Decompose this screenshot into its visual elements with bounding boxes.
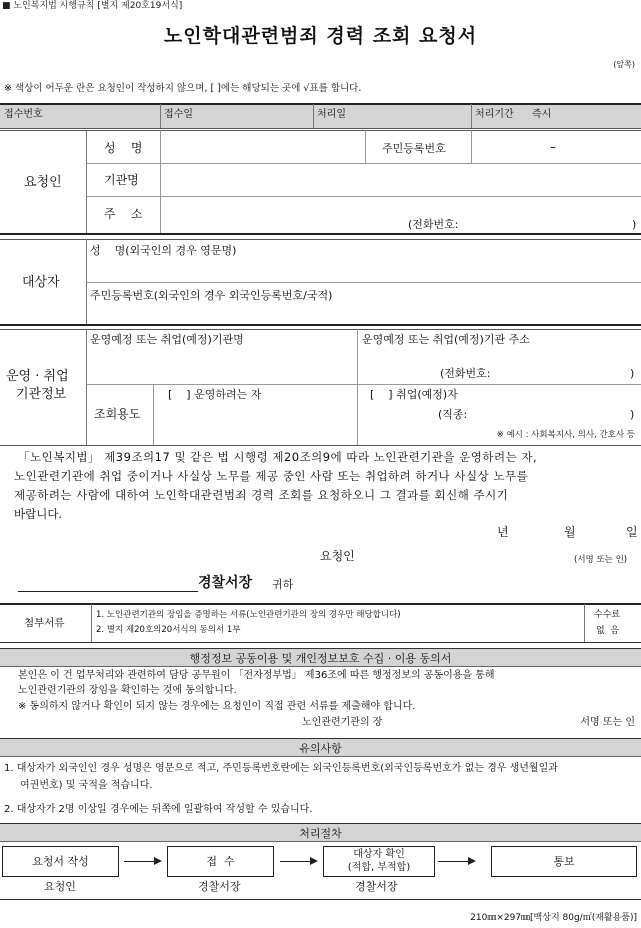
requester-signature-note: (서명 또는 인) (574, 555, 628, 565)
subject-section-label: 대상자 (22, 275, 60, 290)
step-receive-actor: 경찰서장 (198, 880, 241, 893)
job-type-open: (직종: (438, 408, 468, 421)
org-phone-close: ) (630, 367, 635, 380)
subject-id-label: 주민등록번호(외국인의 경우 외국인등록번호/국적) (90, 289, 333, 302)
processing-period-value: 즉시 (532, 109, 552, 120)
fee-value: 없 음 (596, 626, 620, 636)
statement-line-2: 노인관련기관에 취업 중이거나 사실상 노무를 제공 중인 사람 또는 취업하려 하거나 사실상 노무를 (14, 469, 529, 483)
consent-line-3: ※ 동의하지 않거나 확인이 되지 않는 경우에는 요청인이 직접 관련 서류를 제출해야 합니다. (18, 701, 416, 712)
job-example-note: ※ 예시 : 사회복지사, 의사, 간호사 등 (496, 430, 635, 440)
step-request-box (2, 846, 119, 877)
attachment-item-1: 1. 노인관련기관의 장임을 증명하는 서류(노인관련기관의 장의 경우만 해당합니다) (96, 610, 401, 620)
requester-address-field[interactable] (162, 197, 639, 232)
requester-rrn-dash: – (550, 140, 556, 154)
step-request-actor: 요청인 (44, 880, 76, 893)
step-notify-label: 통보 (553, 854, 575, 868)
receipt-date-label: 접수일 (164, 109, 193, 120)
job-type-field[interactable] (470, 405, 625, 421)
org-phone-open: (전화번호: (440, 367, 491, 380)
notes-item-1-line-1: 1. 대상자가 외국인인 경우 성명은 영문으로 적고, 주민등록번호란에는 외국인등록번호(외국인등록번호가 없는 경우 생년월일과 (4, 763, 558, 774)
notes-item-1-line-2: 여권번호) 및 국적을 적습니다. (20, 780, 153, 791)
date-year-label: 년 (497, 525, 509, 539)
law-reference: ■ 노인복지법 시행규칙 [별지 제20호19서식] (2, 1, 183, 11)
requester-name-label: 성 명 (104, 141, 143, 155)
step-verify-label-2: (적합, 부적합) (347, 861, 411, 873)
org-address-label: 운영예정 또는 취업(예정)기관 주소 (362, 333, 530, 346)
requester-name-field[interactable] (162, 131, 364, 162)
step-receive-box (167, 846, 274, 877)
consent-line-1: 본인은 이 건 업무처리와 관련하여 담당 공무원이 「전자정부법」 제36조에 따른 행정정보의 공동이용을 통해 (18, 670, 495, 681)
fee-label: 수수료 (594, 610, 621, 620)
page-title: 노인학대관련범죄 경력 조회 요청서 (163, 25, 478, 47)
requester-rrn-label: 주민등록번호 (382, 142, 446, 155)
requester-section-label: 요청인 (24, 175, 62, 190)
step-verify-actor: 경찰서장 (355, 880, 398, 893)
date-month-label: 월 (564, 525, 576, 539)
org-name-field[interactable] (88, 348, 355, 383)
notes-item-2: 2. 대상자가 2명 이상일 경우에는 뒤쪽에 일괄하여 작성할 수 있습니다. (4, 804, 313, 815)
consent-line-2: 노인관련기관의 장임을 확인하는 것에 동의합니다. (18, 685, 237, 696)
notes-title: 유의사항 (299, 742, 342, 755)
requester-sign-label: 요청인 (320, 549, 355, 563)
operation-section-label-1: 운영 · 취업 (6, 369, 69, 384)
option-operate-checkbox[interactable]: [ ] 운영하려는 자 (168, 388, 262, 401)
arrow-icon (438, 861, 474, 862)
instruction-note: ※ 색상이 어두운 란은 요청인이 작성하지 않으며, [ ]에는 해당되는 곳에 √표를 합니다. (4, 83, 362, 94)
step-receive-label: 접 수 (206, 854, 235, 868)
requester-phone-open: (전화번호: (408, 218, 459, 231)
consent-head-label: 노인관련기관의 장 (302, 717, 383, 728)
step-verify-label-1: 대상자 확인 (353, 849, 405, 860)
step-request-label: 요청서 작성 (32, 854, 89, 868)
purpose-label: 조회용도 (94, 407, 141, 421)
processing-period-label: 처리기간 (475, 109, 514, 120)
paper-spec: 210㎜×297㎜[백상지 80g/㎡(재활용품)] (470, 913, 637, 923)
statement-line-3: 제공하려는 사람에 대하여 노인학대관련범죄 경력 조회를 요청하오니 그 결과를 회신해 주시기 (14, 488, 509, 502)
consent-title: 행정정보 공동이용 및 개인정보보호 수집 · 이용 동의서 (189, 652, 452, 665)
processed-date-label: 처리일 (317, 109, 346, 120)
police-station-blank[interactable] (18, 591, 198, 592)
subject-id-field[interactable] (88, 303, 639, 323)
receipt-number-label: 접수번호 (4, 109, 43, 120)
requester-address-label: 주 소 (104, 207, 143, 221)
requester-org-label: 기관명 (104, 173, 139, 187)
org-name-label: 운영예정 또는 취업(예정)기관명 (90, 333, 244, 346)
step-notify-box (491, 846, 637, 877)
subject-name-label: 성 명(외국인의 경우 영문명) (90, 244, 237, 257)
page-side-label: (앞쪽) (613, 60, 635, 69)
requester-phone-close: ) (632, 218, 637, 231)
operation-section-label-2: 기관정보 (16, 387, 67, 402)
honorific-label: 귀하 (272, 578, 294, 591)
job-type-close: ) (630, 408, 635, 421)
attachments-label: 첨부서류 (24, 617, 65, 629)
arrow-icon (280, 861, 316, 862)
attachment-item-2: 2. 별지 제20호의20서식의 동의서 1부 (96, 625, 241, 635)
requester-org-field[interactable] (162, 164, 639, 195)
org-address-field[interactable] (359, 348, 639, 383)
date-day-label: 일 (626, 525, 638, 539)
consent-signature-label: 서명 또는 인 (580, 717, 635, 728)
statement-line-4: 바랍니다. (14, 507, 63, 521)
procedure-title: 처리절차 (299, 827, 342, 840)
statement-line-1: 「노인복지법」 제39조의17 및 같은 법 시행령 제20조의9에 따라 노인관련기관을 운영하려는 자, (18, 450, 538, 464)
subject-name-field[interactable] (88, 258, 639, 281)
option-employ-checkbox[interactable]: [ ] 취업(예정)자 (370, 388, 458, 401)
step-verify-box (323, 846, 435, 877)
arrow-icon (124, 861, 160, 862)
recipient-label: 경찰서장 (198, 575, 253, 591)
requester-rrn-field[interactable] (473, 131, 639, 162)
